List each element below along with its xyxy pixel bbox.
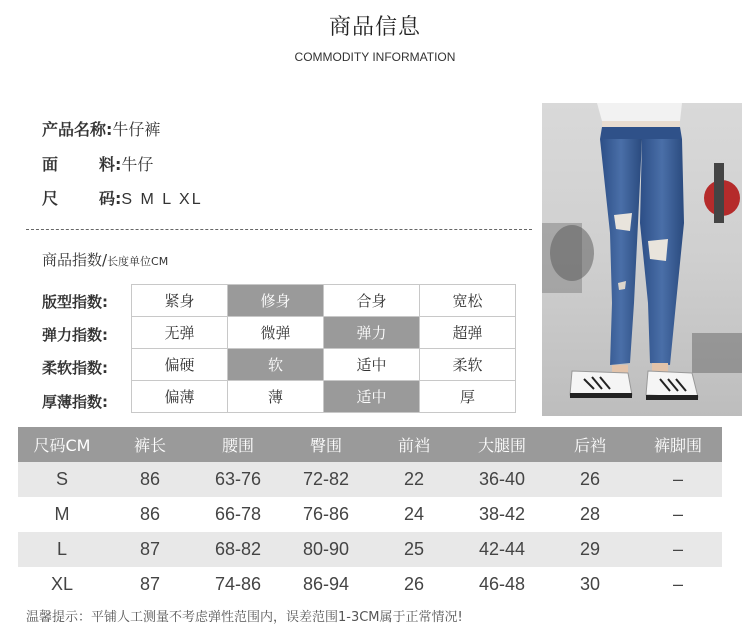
table-cell: – <box>634 532 722 567</box>
index-grid <box>131 284 516 413</box>
index-cell: 适中 <box>324 349 420 381</box>
header-cell: 腰围 <box>194 427 282 462</box>
measurement-tip: 温馨提示：平铺人工测量不考虑弹性范围内，误差范围1-3CM属于正常情况! <box>26 610 463 625</box>
fit-index-row <box>132 285 516 317</box>
index-heading <box>42 249 168 270</box>
table-cell: 25 <box>370 532 458 567</box>
table-cell: 29 <box>546 532 634 567</box>
softness-index-row <box>132 349 516 381</box>
table-cell: – <box>672 574 683 594</box>
table-cell: 24 <box>403 504 425 524</box>
product-name-row <box>42 117 160 140</box>
index-cell: 柔软 <box>420 349 516 381</box>
table-cell: 30 <box>579 574 601 594</box>
table-row <box>18 532 722 567</box>
index-heading-unit: 长度单位CM <box>107 255 169 268</box>
table-cell: 87 <box>106 532 194 567</box>
table-cell: – <box>672 504 683 524</box>
index-cell: 偏薄 <box>132 381 228 413</box>
table-row <box>18 567 722 602</box>
table-cell: 22 <box>370 462 458 497</box>
header-cell: 裤脚围 <box>634 427 722 462</box>
index-cell: 微弹 <box>228 317 324 349</box>
table-cell: 80-90 <box>282 532 370 567</box>
thickness-index-label: 厚薄指数: <box>42 393 108 411</box>
page-title: 商品信息 <box>328 15 421 40</box>
table-cell: 46-48 <box>478 574 526 594</box>
index-cell: 偏硬 <box>132 349 228 381</box>
table-cell: 76-86 <box>302 504 350 524</box>
table-cell: 86 <box>139 504 161 524</box>
table-cell: 63-76 <box>194 462 282 497</box>
header-cell: 臀围 <box>282 427 370 462</box>
table-cell: 72-82 <box>282 462 370 497</box>
thickness-index-row <box>132 381 516 413</box>
index-cell-selected: 适中 <box>324 381 420 413</box>
table-cell: XL <box>50 574 74 594</box>
index-cell-selected: 修身 <box>228 285 324 317</box>
fabric-label-first: 面 <box>42 155 59 174</box>
table-cell: 86 <box>106 462 194 497</box>
table-cell: L <box>18 532 106 567</box>
table-cell: – <box>634 462 722 497</box>
fit-index-label: 版型指数: <box>42 293 108 311</box>
size-row <box>42 186 203 209</box>
product-photo <box>542 103 742 416</box>
table-cell: 38-42 <box>478 504 526 524</box>
size-label-second: 码: <box>99 189 122 208</box>
size-value: S M L XL <box>121 191 203 208</box>
size-label-first: 尺 <box>42 189 59 208</box>
table-cell: 68-82 <box>194 532 282 567</box>
index-cell: 合身 <box>324 285 420 317</box>
table-cell: 74-86 <box>214 574 262 594</box>
fabric-row <box>42 152 153 175</box>
table-row <box>18 462 722 497</box>
table-cell: 36-40 <box>458 462 546 497</box>
table-cell: 28 <box>579 504 601 524</box>
table-cell: 87 <box>139 574 161 594</box>
table-cell: 42-44 <box>458 532 546 567</box>
index-cell: 厚 <box>420 381 516 413</box>
header-cell: 大腿围 <box>458 427 546 462</box>
table-cell: 66-78 <box>214 504 262 524</box>
stretch-index-row <box>132 317 516 349</box>
header-cell: 尺码CM <box>18 427 106 462</box>
size-table <box>18 427 722 602</box>
size-table-header <box>18 427 722 462</box>
header-cell: 前裆 <box>370 427 458 462</box>
index-cell: 超弹 <box>420 317 516 349</box>
product-name-label: 产品名称: <box>42 120 113 139</box>
index-cell: 薄 <box>228 381 324 413</box>
fabric-value: 牛仔 <box>121 155 154 174</box>
index-cell-selected: 软 <box>228 349 324 381</box>
index-cell: 紧身 <box>132 285 228 317</box>
header-cell: 后裆 <box>546 427 634 462</box>
dashed-divider <box>26 229 532 230</box>
index-cell: 宽松 <box>420 285 516 317</box>
product-name-value: 牛仔裤 <box>112 120 161 139</box>
header-cell: 裤长 <box>106 427 194 462</box>
softness-index-label: 柔软指数: <box>42 359 108 377</box>
stretch-index-label: 弹力指数: <box>42 326 108 344</box>
index-cell-selected: 弹力 <box>324 317 420 349</box>
table-cell: M <box>54 504 70 524</box>
table-row <box>18 497 722 532</box>
table-cell: S <box>18 462 106 497</box>
page-subtitle: COMMODITY INFORMATION <box>294 50 456 64</box>
table-cell: 26 <box>546 462 634 497</box>
fabric-label-second: 料: <box>99 155 122 174</box>
table-cell: 26 <box>403 574 425 594</box>
index-cell: 无弹 <box>132 317 228 349</box>
index-heading-title: 商品指数/ <box>42 251 108 269</box>
table-cell: 86-94 <box>302 574 350 594</box>
